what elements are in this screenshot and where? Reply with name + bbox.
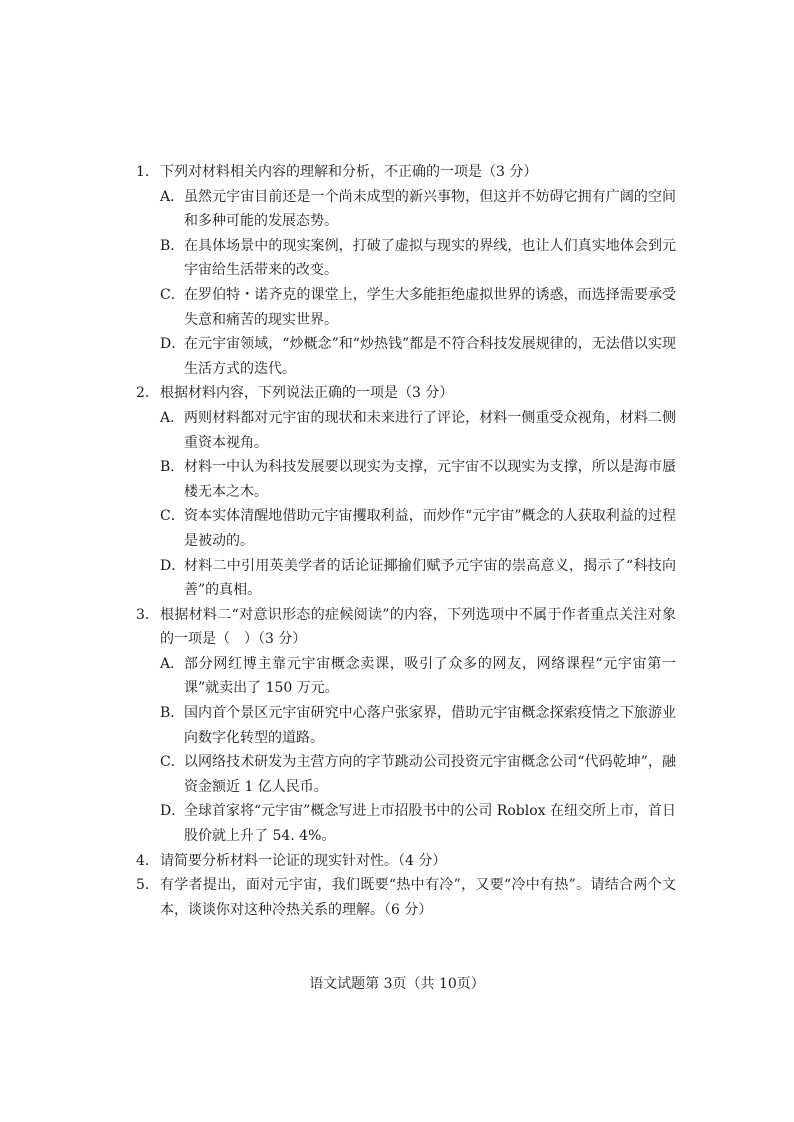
question-number: 1． xyxy=(136,164,159,180)
question-stem: 根据材料内容，下列说法正确的一项是（3 分） xyxy=(160,385,454,402)
page-footer: 语文试题第 3页（共 10页） xyxy=(309,976,485,992)
question-number: 3． xyxy=(136,606,159,623)
option-label: B． xyxy=(160,237,185,254)
option-label: D． xyxy=(160,336,186,353)
option-text: 在罗伯特・诺齐克的课堂上，学生大多能拒绝虚拟世界的诱惑，而选择需要承受失意和痛苦的现实世界。 xyxy=(184,286,676,328)
option-text: 部分网红博主靠元宇宙概念卖课，吸引了众多的网友，网络课程“元宇宙第一课”就卖出了 150 万元。 xyxy=(184,655,676,697)
option-label: C． xyxy=(160,286,185,303)
option-text: 材料二中引用英美学者的话论证揶揄们赋予元宇宙的崇高意义，揭示了“科技向善”的真相。 xyxy=(184,557,676,599)
option-label: D． xyxy=(160,557,186,574)
option-2c xyxy=(136,504,676,553)
question-5 xyxy=(136,873,676,922)
option-2a xyxy=(136,406,676,455)
question-3 xyxy=(136,603,676,652)
option-label: A． xyxy=(160,409,185,426)
option-label: B． xyxy=(160,459,185,476)
question-stem: 根据材料二“对意识形态的症候阅读”的内容，下列选项中不属于作者重点关注对象的一项是（ ）（3 分） xyxy=(160,606,676,648)
question-stem: 有学者提出，面对元宇宙，我们既要“热中有冷”，又要“冷中有热”。请结合两个文本，谈谈你对这种冷热关系的理解。（6 分） xyxy=(160,877,676,918)
option-3a xyxy=(136,652,676,701)
option-3c xyxy=(136,750,676,799)
option-label: C． xyxy=(160,508,185,525)
question-2 xyxy=(136,381,676,406)
option-text: 资本实体清醒地借助元宇宙攫取利益，而炒作“元宇宙”概念的人获取利益的过程是被动的。 xyxy=(184,508,676,549)
question-list xyxy=(136,160,676,922)
option-1d xyxy=(136,332,676,381)
option-label: B． xyxy=(160,705,185,722)
question-stem: 下列对材料相关内容的理解和分析，不正确的一项是（3 分） xyxy=(160,164,538,180)
question-number: 2． xyxy=(136,385,159,402)
question-number: 5． xyxy=(136,877,159,894)
option-label: D． xyxy=(160,803,186,820)
option-text: 材料一中认为科技发展要以现实为支撑，元宇宙不以现实为支撑，所以是海市蜃楼无本之木。 xyxy=(184,459,676,500)
question-number: 4． xyxy=(136,852,159,869)
option-2b xyxy=(136,455,676,504)
option-text: 两则材料都对元宇宙的现状和未来进行了评论，材料一侧重受众视角，材料二侧重资本视角。 xyxy=(184,409,676,451)
question-stem: 请简要分析材料一论证的现实针对性。（4 分） xyxy=(160,852,447,869)
option-text: 以网络技术研发为主营方向的字节跳动公司投资元宇宙概念公司“代码乾坤”，融资金额近 1 亿人民币。 xyxy=(184,754,676,795)
option-label: A． xyxy=(160,188,185,205)
option-1b xyxy=(136,234,676,283)
option-label: A． xyxy=(160,655,185,672)
option-2d xyxy=(136,554,676,603)
option-label: C． xyxy=(160,754,185,771)
question-4 xyxy=(136,849,676,874)
option-3b xyxy=(136,701,676,750)
option-1c xyxy=(136,283,676,332)
option-text: 在具体场景中的现实案例，打破了虚拟与现实的界线，也让人们真实地体会到元宇宙给生活带来的改变。 xyxy=(184,237,676,279)
option-3d xyxy=(136,799,676,848)
option-text: 在元宇宙领域，“炒概念”和“炒热钱”都是不符合科技发展规律的，无法借以实现生活方式的迭代。 xyxy=(184,336,676,377)
option-1a xyxy=(136,185,676,234)
option-text: 虽然元宇宙目前还是一个尚未成型的新兴事物，但这并不妨碍它拥有广阔的空间和多种可能的发展态势。 xyxy=(184,188,676,230)
question-1 xyxy=(136,160,676,185)
option-text: 全球首家将“元宇宙”概念写进上市招股书中的公司 Roblox 在纽交所上市，首日股价就上升了 54. 4%。 xyxy=(184,803,676,845)
option-text: 国内首个景区元宇宙研究中心落户张家界，借助元宇宙概念探索疫情之下旅游业向数字化转型的道路。 xyxy=(184,705,676,746)
